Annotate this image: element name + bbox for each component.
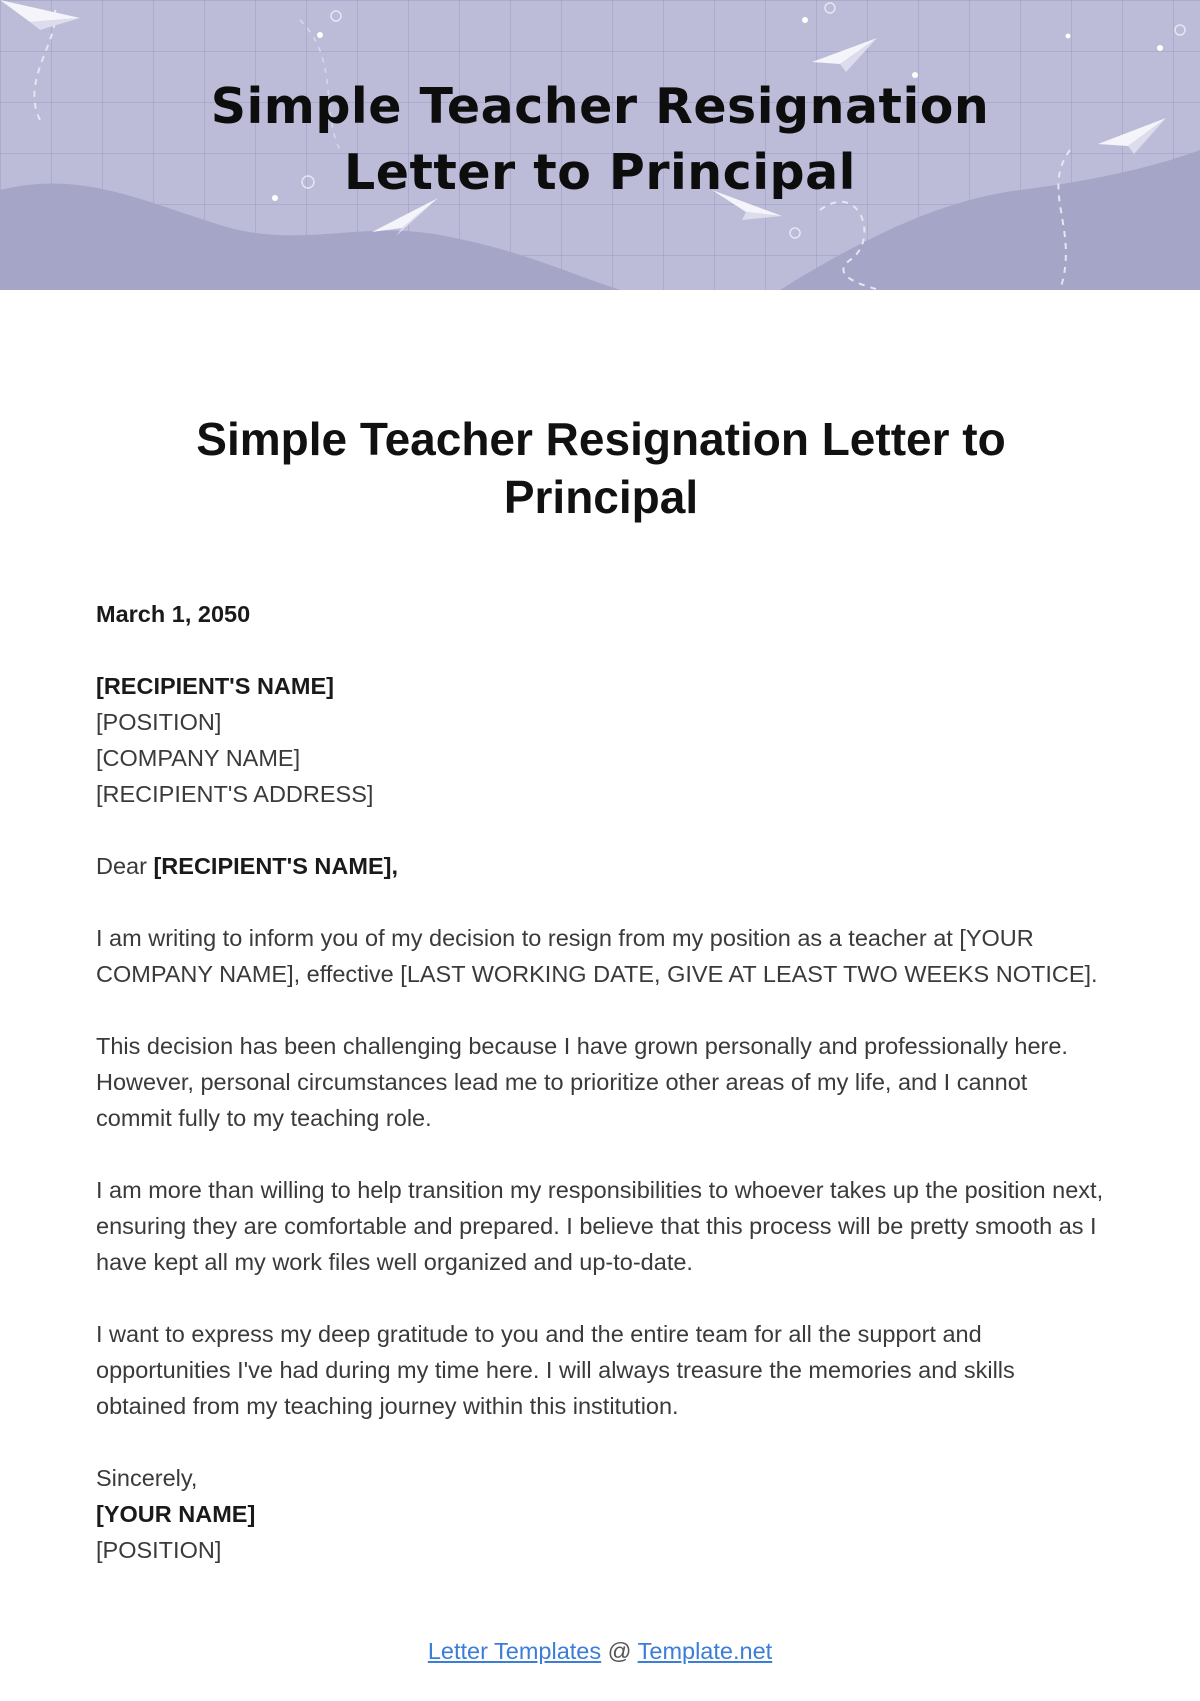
- ring-dot: [1175, 25, 1185, 35]
- star-dot: [317, 32, 323, 38]
- salutation: [96, 848, 1106, 884]
- salutation-prefix: Dear: [96, 853, 154, 879]
- salutation-name: [RECIPIENT'S NAME],: [153, 853, 398, 879]
- document-title-line: Simple Teacher Resignation Letter to: [196, 413, 1006, 465]
- footer-separator: @: [601, 1638, 638, 1664]
- template-net-link[interactable]: Template.net: [637, 1638, 773, 1664]
- signer-name: [YOUR NAME]: [96, 1501, 256, 1527]
- letter-date: March 1, 2050: [96, 601, 251, 627]
- banner-title-line: Simple Teacher Resignation: [210, 78, 990, 135]
- document-title-line: Principal: [503, 471, 699, 523]
- recipient-company: [COMPANY NAME]: [96, 745, 301, 771]
- star-dot: [1066, 34, 1071, 39]
- banner-title: [0, 74, 1200, 206]
- star-dot: [1157, 45, 1163, 51]
- letter-body: [96, 410, 1106, 1568]
- letter-paragraph: I am more than willing to help transition my responsibilities to whoever takes up the position next, ensuring they are comfortable and prepared. I believe that this process will be pretty smooth as I have kept all my work files well organized and up-to-date.: [96, 1177, 1104, 1275]
- signature-block: [96, 1460, 1106, 1568]
- letter-paragraph: I want to express my deep gratitude to you and the entire team for all the support and opportunities I've had during my time here. I will always treasure the memories and skills obtained from my teaching journey within this institution.: [96, 1321, 1015, 1419]
- footer: [0, 1638, 1200, 1665]
- document-title: [66, 410, 1136, 526]
- signer-position: [POSITION]: [96, 1537, 222, 1563]
- recipient-position: [POSITION]: [96, 709, 222, 735]
- letter-paragraph: This decision has been challenging because I have grown personally and professionally here. However, personal circumstances lead me to prioritize other areas of my life, and I cannot commit fully to my teaching role.: [96, 1033, 1068, 1131]
- ring-dot: [790, 228, 800, 238]
- ring-dot: [331, 11, 341, 21]
- letter-templates-link[interactable]: Letter Templates: [427, 1638, 602, 1664]
- closing: Sincerely,: [96, 1465, 198, 1491]
- recipient-block: [96, 668, 1106, 812]
- ring-dot: [825, 3, 835, 13]
- letter-paragraph: I am writing to inform you of my decision to resign from my position as a teacher at [YOUR COMPANY NAME], effective [LAST WORKING DATE, GIVE AT LEAST TWO WEEKS NOTICE].: [96, 925, 1098, 987]
- header-banner: [0, 0, 1200, 290]
- recipient-address: [RECIPIENT'S ADDRESS]: [96, 781, 374, 807]
- paper-plane-icon: [812, 38, 877, 72]
- star-dot: [802, 17, 808, 23]
- recipient-name: [RECIPIENT'S NAME]: [96, 673, 334, 699]
- banner-title-line: Letter to Principal: [344, 144, 856, 201]
- paper-plane-icon: [0, 0, 80, 30]
